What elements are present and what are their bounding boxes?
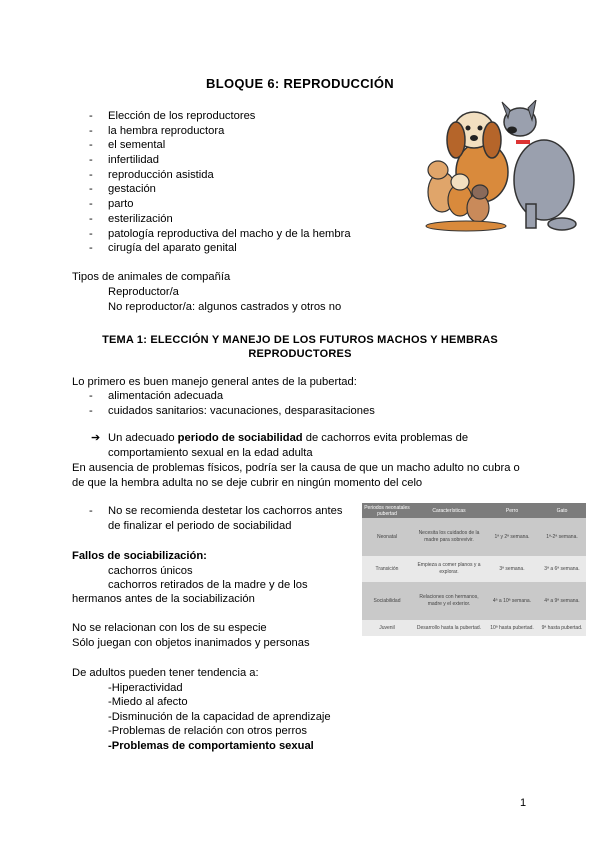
adultos-item: -Problemas de relación con otros perros xyxy=(108,725,307,737)
arrow-icon: ➔ xyxy=(91,432,101,444)
section-heading-line: REPRODUCTORES xyxy=(248,348,352,360)
table-cell: Transición xyxy=(362,556,412,582)
list-item: - cuidados sanitarios: vacunaciones, desparasitaciones xyxy=(108,404,375,419)
page-number: 1 xyxy=(520,797,527,809)
intro-list xyxy=(108,389,375,418)
list-item: - la hembra reproductora xyxy=(108,124,351,139)
adultos-item: -Miedo al afecto xyxy=(108,696,188,708)
table-row xyxy=(362,582,586,620)
destete-list xyxy=(108,504,342,519)
table-cell: Desarrollo hasta la pubertad. xyxy=(412,620,486,636)
table-cell: Neonatal xyxy=(362,518,412,556)
fallos-item: cachorros retirados de la madre y de los xyxy=(108,579,308,591)
table-cell: 1ª y 2ª semana. xyxy=(486,518,538,556)
socialization-table xyxy=(362,503,586,636)
destete-line2: de finalizar el periodo de sociabilidad xyxy=(108,520,292,532)
list-item: - esterilización xyxy=(108,212,351,227)
arrow-point xyxy=(91,431,469,446)
list-item: - parto xyxy=(108,197,351,212)
arrow-text: Un adecuado xyxy=(108,432,178,444)
list-item: - No se recomienda destetar los cachorros antes xyxy=(108,504,342,519)
arrow-text-bold: periodo de sociabilidad xyxy=(177,432,303,444)
list-item: - patología reproductiva del macho y de la hembra xyxy=(108,227,351,242)
paragraph-line: de que la hembra adulta no se deje cubrir en ningún momento del celo xyxy=(72,477,423,489)
table-cell: 10ª hasta pubertad. xyxy=(486,620,538,636)
table-row xyxy=(362,556,586,582)
table-header-row xyxy=(362,503,586,518)
list-item: - alimentación adecuada xyxy=(108,389,375,404)
table-header: Perro xyxy=(486,503,538,518)
list-item: - Elección de los reproductores xyxy=(108,109,351,124)
table-row xyxy=(362,518,586,556)
arrow-text: de cachorros evita problemas de xyxy=(302,432,469,444)
list-item: - gestación xyxy=(108,182,351,197)
paragraph-line: En ausencia de problemas físicos, podría ser la causa de que un macho adulto no cubra o xyxy=(72,462,520,474)
table-cell: Relaciones con hermanos, madre y el exterior. xyxy=(412,582,486,620)
adultos-heading: De adultos pueden tener tendencia a: xyxy=(72,667,259,679)
table-row xyxy=(362,620,586,636)
adultos-item: -Hiperactividad xyxy=(108,682,183,694)
table-cell: Empieza a comer planos y a explorar. xyxy=(412,556,486,582)
no-relacionan-line: Sólo juegan con objetos inanimados y personas xyxy=(72,637,310,649)
table-cell: Sociabilidad xyxy=(362,582,412,620)
table-cell: 4ª a 9ª semana. xyxy=(538,582,586,620)
fallos-item: hermanos antes de la sociabilización xyxy=(72,593,255,605)
tipos-item: No reproductor/a: algunos castrados y otros no xyxy=(108,301,342,313)
table-header: Periodos neonatales pubertad xyxy=(362,503,412,518)
page-title: BLOQUE 6: REPRODUCCIÓN xyxy=(206,76,394,91)
table-header: Gato xyxy=(538,503,586,518)
dogs-illustration xyxy=(416,100,582,234)
intro-text: Lo primero es buen manejo general antes de la pubertad: xyxy=(72,376,357,388)
adultos-item-bold: -Problemas de comportamiento sexual xyxy=(108,740,314,752)
list-item: - el semental xyxy=(108,138,351,153)
socialization-table-image xyxy=(362,503,586,636)
table-cell: 4ª a 10ª semana. xyxy=(486,582,538,620)
adultos-item: -Disminución de la capacidad de aprendizaje xyxy=(108,711,331,723)
list-item: - reproducción asistida xyxy=(108,168,351,183)
list-item: - infertilidad xyxy=(108,153,351,168)
table-cell: 9ª hasta pubertad. xyxy=(538,620,586,636)
tipos-item: Reproductor/a xyxy=(108,286,179,298)
table-cell: 1ª-2ª semana. xyxy=(538,518,586,556)
table-cell: Necesita los cuidados de la madre para sobrevivir. xyxy=(412,518,486,556)
fallos-heading: Fallos de sociabilización: xyxy=(72,550,207,562)
tipos-heading: Tipos de animales de compañía xyxy=(72,271,231,283)
no-relacionan-line: No se relacionan con los de su especie xyxy=(72,622,267,634)
table-cell: 3ª semana. xyxy=(486,556,538,582)
topics-list xyxy=(108,109,351,256)
list-item: - cirugía del aparato genital xyxy=(108,241,351,256)
table-cell: Juvenil xyxy=(362,620,412,636)
arrow-point-line2: comportamiento sexual en la edad adulta xyxy=(108,447,313,459)
table-cell: 3ª a 6ª semana. xyxy=(538,556,586,582)
fallos-item: cachorros únicos xyxy=(108,565,193,577)
section-heading xyxy=(60,333,540,361)
table-header: Características xyxy=(412,503,486,518)
section-heading-line: TEMA 1: ELECCIÓN Y MANEJO DE LOS FUTUROS MACHOS Y HEMBRAS xyxy=(102,334,498,346)
